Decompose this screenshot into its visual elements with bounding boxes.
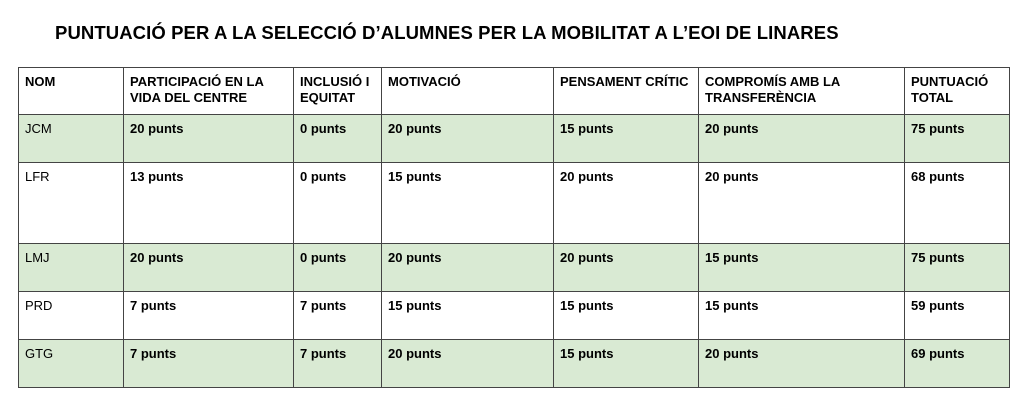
table-row bbox=[19, 244, 1010, 292]
cell-nom: LFR bbox=[19, 163, 124, 244]
cell-inclusio: 0 punts bbox=[294, 115, 382, 163]
cell-pensament: 20 punts bbox=[554, 163, 699, 244]
header-motivacio: MOTIVACIÓ bbox=[382, 68, 554, 115]
header-pensament: PENSAMENT CRÍTIC bbox=[554, 68, 699, 115]
cell-total: 59 punts bbox=[905, 292, 1010, 340]
cell-participacio: 7 punts bbox=[124, 292, 294, 340]
cell-inclusio: 0 punts bbox=[294, 244, 382, 292]
header-participacio: PARTICIPACIÓ EN LA VIDA DEL CENTRE bbox=[124, 68, 294, 115]
cell-pensament: 15 punts bbox=[554, 292, 699, 340]
cell-motivacio: 20 punts bbox=[382, 340, 554, 388]
cell-motivacio: 20 punts bbox=[382, 115, 554, 163]
cell-total: 68 punts bbox=[905, 163, 1010, 244]
cell-nom: GTG bbox=[19, 340, 124, 388]
cell-compromis: 20 punts bbox=[699, 115, 905, 163]
header-inclusio: INCLUSIÓ I EQUITAT bbox=[294, 68, 382, 115]
scores-table bbox=[18, 67, 1010, 388]
cell-pensament: 15 punts bbox=[554, 115, 699, 163]
table-row bbox=[19, 340, 1010, 388]
cell-compromis: 20 punts bbox=[699, 340, 905, 388]
cell-inclusio: 7 punts bbox=[294, 340, 382, 388]
cell-participacio: 20 punts bbox=[124, 115, 294, 163]
header-nom: NOM bbox=[19, 68, 124, 115]
cell-total: 69 punts bbox=[905, 340, 1010, 388]
cell-participacio: 20 punts bbox=[124, 244, 294, 292]
cell-total: 75 punts bbox=[905, 244, 1010, 292]
table-row bbox=[19, 292, 1010, 340]
cell-compromis: 15 punts bbox=[699, 244, 905, 292]
cell-total: 75 punts bbox=[905, 115, 1010, 163]
table-row bbox=[19, 163, 1010, 244]
cell-pensament: 15 punts bbox=[554, 340, 699, 388]
page-title: PUNTUACIÓ PER A LA SELECCIÓ D’ALUMNES PER LA MOBILITAT A L’EOI DE LINARES bbox=[55, 22, 839, 43]
cell-motivacio: 15 punts bbox=[382, 163, 554, 244]
header-total: PUNTUACIÓ TOTAL bbox=[905, 68, 1010, 115]
cell-inclusio: 7 punts bbox=[294, 292, 382, 340]
cell-nom: LMJ bbox=[19, 244, 124, 292]
cell-compromis: 20 punts bbox=[699, 163, 905, 244]
cell-inclusio: 0 punts bbox=[294, 163, 382, 244]
cell-pensament: 20 punts bbox=[554, 244, 699, 292]
cell-nom: PRD bbox=[19, 292, 124, 340]
table-header-row bbox=[19, 68, 1010, 115]
cell-participacio: 7 punts bbox=[124, 340, 294, 388]
cell-motivacio: 15 punts bbox=[382, 292, 554, 340]
cell-compromis: 15 punts bbox=[699, 292, 905, 340]
cell-nom: JCM bbox=[19, 115, 124, 163]
table-row bbox=[19, 115, 1010, 163]
header-compromis: COMPROMÍS AMB LA TRANSFERÈNCIA bbox=[699, 68, 905, 115]
cell-motivacio: 20 punts bbox=[382, 244, 554, 292]
cell-participacio: 13 punts bbox=[124, 163, 294, 244]
